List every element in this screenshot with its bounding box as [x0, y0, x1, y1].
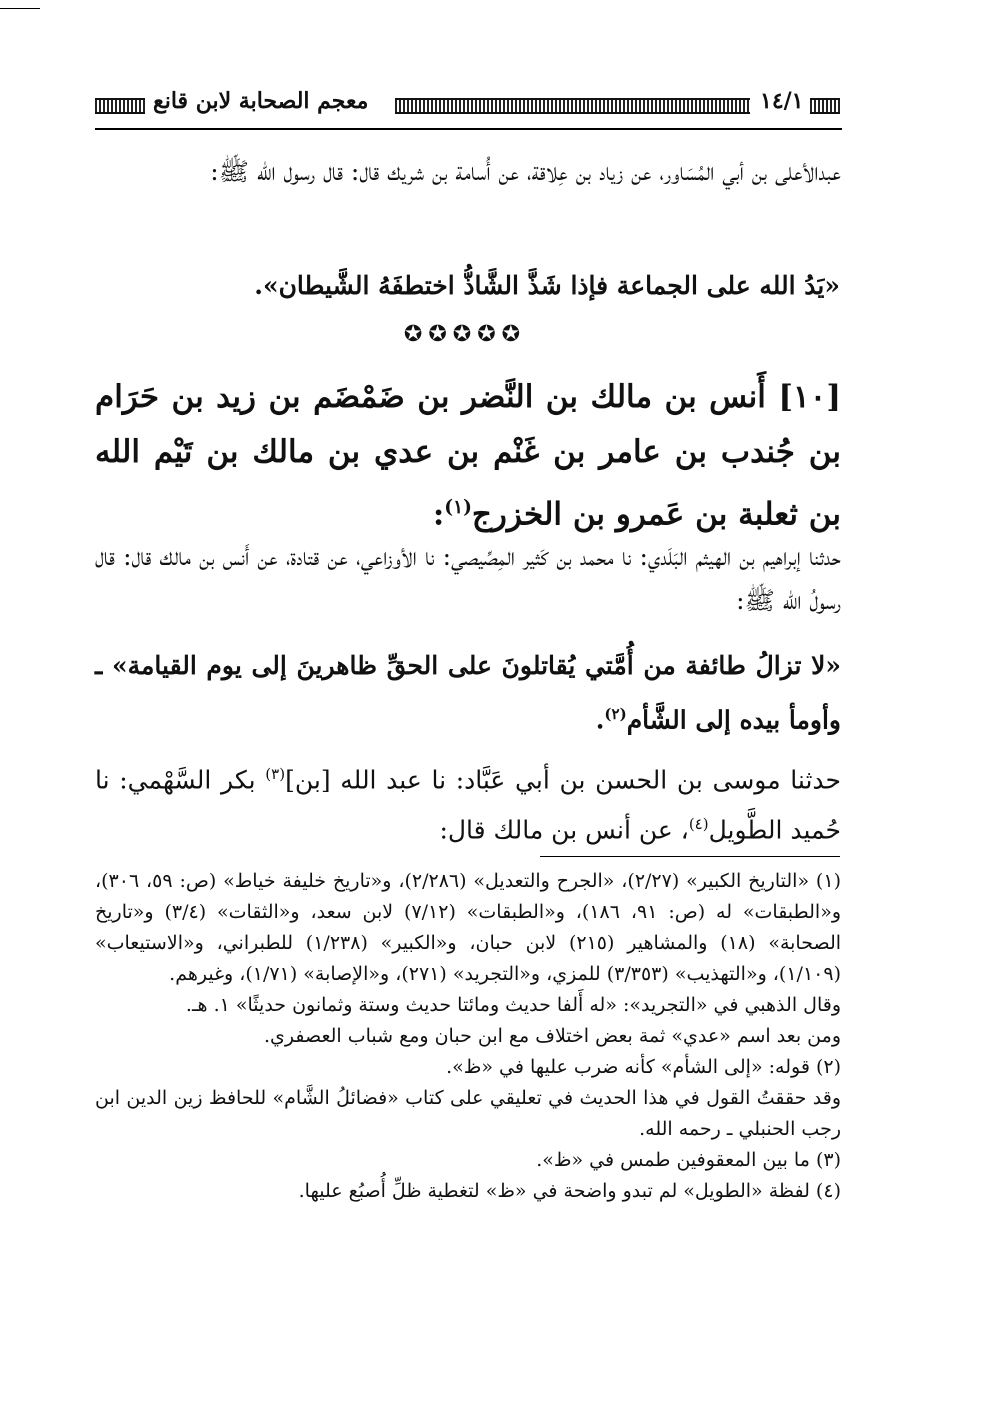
continuation-isnad: عبدالأعلى بن أبي المُسَاور، عن زياد بن عِلاقة، عن أُسامة بن شريك قال: قال رسول الله ﷺ:	[210, 157, 841, 186]
narration1-isnad: حدثنا إبراهيم بن الهيثم البَلَدي: نا محمد بن كَثير المِصِّيصي: نا الأوزاعي، عن قتادة، عن أَنس بن مالك قال: قال رسولُ الله ﷺ:	[95, 542, 841, 615]
footnote-2: (٢) قوله: «إلى الشأم» كأنه ضرب عليها في «ظ».	[446, 1056, 841, 1078]
footnote-1-addendum: ومن بعد اسم «عدي» ثمة بعض اختلاف مع ابن حبان ومع شباب العصفري.	[263, 1025, 841, 1047]
footnote-3: (٣) ما بين المعقوفين طمس في «ظ».	[536, 1149, 841, 1171]
footnotes	[95, 866, 841, 1207]
footnote-4: (٤) لفظة «الطويل» لم تبدو واضحة في «ظ» لتغطية ظلِّ أُصبُع عليها.	[298, 1180, 841, 1202]
entry-number: [١٠]	[778, 379, 841, 415]
corner-mark	[0, 8, 40, 9]
entry-heading	[95, 370, 841, 542]
footnote-1-dhahabi: وقال الذهبي في «التجريد»: «له أَلفا حديث ومائتا حديث وستة وثمانون حديثًا» ١. هـ.	[185, 994, 841, 1016]
page-number: ١٤/١	[760, 88, 804, 114]
footnote-ref-4: (٤)	[688, 815, 709, 834]
running-header	[95, 88, 840, 128]
narration2-part1: حدثنا موسى بن الحسن بن أبي عَبَّاد: نا عبد الله [بن]	[285, 765, 841, 795]
narration2-part3: ، عن أنس بن مالك قال:	[439, 815, 689, 845]
header-ornament-left	[95, 98, 145, 114]
header-rule	[95, 128, 842, 130]
footnote-ref-2: (٢)	[604, 705, 627, 723]
continuation-hadith: «يَدُ الله على الجماعة فإذا شَذَّ الشَّاذُّ اختطفَهُ الشَّيطان».	[254, 271, 840, 300]
footnote-ref-3: (٣)	[265, 765, 286, 783]
narration1-hadith	[95, 642, 841, 744]
header-ornament-middle	[395, 98, 750, 114]
footnote-rule	[540, 856, 840, 857]
entry-name: أَنس بن مالك بن النَّضر بن ضَمْضَم بن زيد بن حَرَام بن جُندب بن عامر بن غَنْم بن عدي بن مالك بن تَيْم الله بن ثعلبة بن عَمرو بن الخزرج	[95, 379, 841, 533]
entry-heading-end: :	[432, 496, 445, 533]
header-ornament-right	[810, 98, 840, 114]
footnote-1: (١) «التاريخ الكبير» (٢/٢٧)، «الجرح والتعديل» (٢/٢٨٦)، و«تاريخ خليفة خياط» (ص: ٥٩، ٣٠٦)، و«الطبقات» له (ص: ٩١، ١٨٦)، و«الطبقات» (٧/١٢) لابن سعد، و«الثقات» (٣/٤) و«تاريخ الصحابة» (١٨) والمشاهير (٢١٥) لابن حبان، و«الكبير» (١/٢٣٨) للطبراني، و«الاستيعاب» (١/١٠٩)، و«التهذيب» (٣/٣٥٣) للمزي، و«التجريد» (٢٧١)، و«الإصابة» (١/٧١)، وغيرهم.	[95, 870, 842, 985]
narration1-end: .	[595, 705, 605, 735]
narration2-part2: بكر السَّهْمي: نا حُميد الطَّويل	[95, 765, 841, 845]
footnote-2-addendum: وقد حققتُ القول في هذا الحديث في تعليقي على كتاب «فضائلُ الشَّام» للحافظ زين الدين ابن رجب الحنبلي ـ رحمه الله.	[95, 1087, 841, 1140]
narration1-hadith-text: «لا تزالُ طائفة من أُمَّتي يُقاتلونَ على الحقِّ ظاهرينَ إلى يوم القيامة» ـ وأومأ بيده إلى الشَّأم	[95, 651, 841, 735]
footnote-ref-1: (١)	[444, 497, 472, 518]
section-separator: ✪✪✪✪✪	[403, 322, 527, 347]
book-title: معجم الصحابة لابن قانع	[153, 88, 369, 114]
narration2-isnad	[95, 752, 841, 853]
